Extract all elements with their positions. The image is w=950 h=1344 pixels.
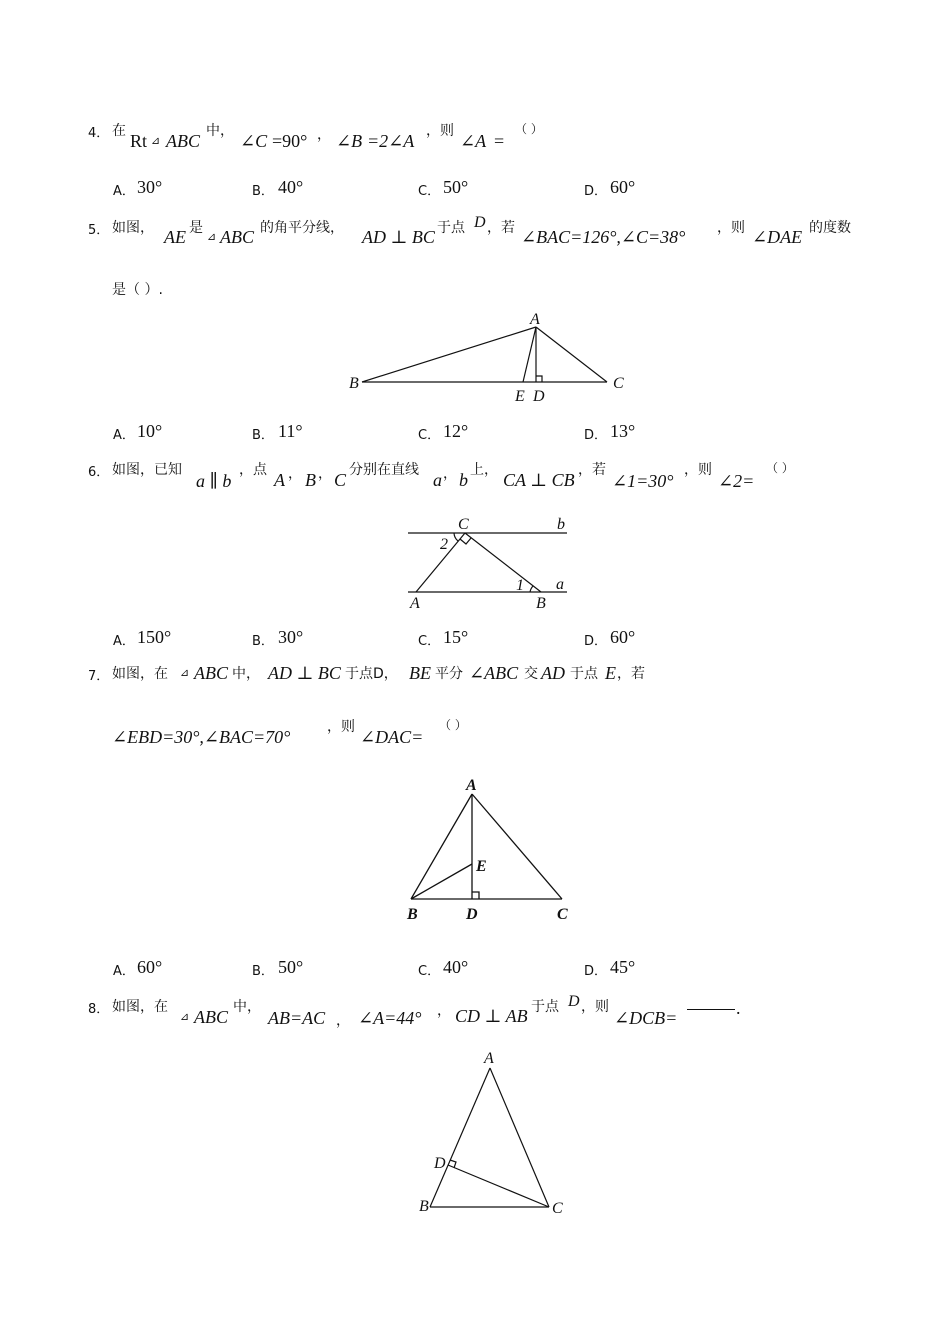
math-point-c: C (334, 470, 347, 490)
answer-paren: （ ） (439, 718, 467, 732)
option-label: A． (113, 184, 135, 199)
math-angle-c: ∠C (240, 131, 268, 151)
label-b-line: b (557, 516, 565, 533)
math-d: D (474, 214, 486, 231)
option-label: A． (113, 634, 135, 649)
option-value: 60° (610, 177, 636, 197)
label-c: C (552, 1200, 563, 1217)
question-text: 上， (470, 462, 498, 478)
segment-be (411, 864, 472, 899)
segment-ae (523, 327, 536, 382)
option-label: B． (252, 634, 274, 649)
triangle-symbol: ⊿ (180, 666, 190, 679)
question-text: 于点 (570, 666, 598, 682)
label-b: B (536, 595, 546, 612)
math-be: BE (409, 663, 431, 683)
option-value: 50° (443, 177, 469, 197)
segment-cb (465, 533, 541, 592)
question-text: 的角平分线， (260, 220, 344, 236)
math-equals: = (494, 131, 505, 151)
question-text: 如图，在 (112, 666, 168, 682)
question-text: 的度数 (809, 220, 851, 236)
question-number: 5． (88, 223, 110, 238)
question-number: 6． (88, 465, 110, 480)
math-angle-dae: ∠DAE (752, 227, 803, 247)
math-perp: AD ⊥ BC (268, 663, 341, 683)
math-angle-dcb: ∠DCB= (614, 1008, 678, 1028)
question-text: 中， (233, 999, 261, 1015)
option-label: D． (584, 634, 608, 649)
option-label: D． (584, 964, 608, 979)
question-text: 于点 (437, 220, 465, 236)
question-text: 如图，已知 (112, 462, 182, 478)
math-rt: Rt (130, 131, 148, 151)
figure-q5 (340, 305, 640, 410)
option-value: 12° (443, 421, 469, 441)
question-text: 如图， (112, 220, 154, 236)
angle-2-arc (454, 533, 458, 541)
option-label: A． (113, 964, 135, 979)
option-label: C． (418, 964, 441, 979)
option-value: 40° (443, 957, 469, 977)
math-line-b: b (459, 470, 468, 490)
segment-ba (362, 327, 536, 382)
label-e: E (515, 388, 525, 405)
question-text: ，则 (684, 462, 712, 478)
option-value: 45° (610, 957, 636, 977)
segment-ac (472, 794, 562, 899)
option-label: C． (418, 634, 441, 649)
answer-paren: （ ） (766, 461, 794, 475)
figure-q7 (395, 768, 585, 928)
question-text: . (736, 998, 741, 1018)
question-number: 7． (88, 669, 110, 684)
option-value: 150° (137, 627, 172, 647)
answer-blank[interactable] (687, 1000, 735, 1019)
question-text: 分别在直线 (349, 462, 419, 478)
math-angle-a: ∠A (460, 131, 487, 151)
right-angle-mark (536, 376, 542, 382)
question-text: ，则 (426, 123, 454, 139)
label-a: A (530, 311, 540, 328)
math-value: =90° (272, 131, 308, 151)
question-text: 中， (206, 123, 234, 139)
math-angle-abc: ∠ABC (469, 663, 519, 683)
question-text: 于点 (531, 999, 559, 1015)
right-angle-mark (460, 538, 471, 544)
question-text: ， (336, 1013, 350, 1029)
label-c: C (613, 375, 624, 392)
question-text: 平分 (435, 666, 463, 682)
label-c: C (557, 906, 568, 923)
triangle-symbol: ⊿ (207, 230, 217, 243)
option-value: 11° (278, 421, 303, 441)
question-text: 于点D， (345, 666, 398, 682)
label-a-line: a (556, 576, 564, 593)
math-abc: ABC (220, 227, 254, 247)
question-text: 是 (189, 220, 203, 236)
option-value: 10° (137, 421, 163, 441)
math-parallel: a ∥ b (196, 471, 232, 491)
segment-ab (411, 794, 472, 899)
triangle-symbol: ⊿ (151, 134, 161, 147)
label-a: A (410, 595, 420, 612)
math-angle-2: ∠2= (718, 471, 755, 491)
math-ad: AD (541, 663, 565, 683)
option-label: B． (252, 428, 274, 443)
option-label: D． (584, 184, 608, 199)
triangle-symbol: ⊿ (180, 1010, 190, 1023)
math-value: =2∠A (367, 131, 415, 151)
math-perp: CA ⊥ CB (503, 470, 575, 490)
option-value: 30° (137, 177, 163, 197)
question-text: ，若 (617, 666, 645, 682)
question-text: ，则 (327, 719, 355, 735)
question-text: ， (437, 1003, 451, 1019)
option-value: 30° (278, 627, 304, 647)
option-label: A． (113, 428, 135, 443)
question-text: ， (288, 466, 302, 482)
label-angle-2: 2 (440, 536, 448, 553)
math-line-a: a (433, 470, 442, 490)
math-perp: AD ⊥ BC (362, 227, 435, 247)
segment-ac (536, 327, 607, 382)
option-value: 13° (610, 421, 636, 441)
question-text: ， (443, 466, 457, 482)
label-d: D (466, 906, 478, 923)
answer-paren: （ ） (515, 122, 543, 136)
math-equality: AB=AC (268, 1008, 326, 1028)
figure-q8 (410, 1045, 580, 1225)
math-point-a: A (274, 470, 285, 490)
option-value: 60° (610, 627, 636, 647)
angle-1-arc (530, 586, 533, 592)
question-text: ，若 (578, 462, 606, 478)
label-b: B (419, 1198, 429, 1215)
question-text: ，若 (487, 220, 515, 236)
question-text: 交 (524, 666, 538, 682)
question-text: 中， (232, 666, 260, 682)
question-text: ，点 (239, 462, 267, 478)
math-angle-dac: ∠DAC= (360, 727, 424, 747)
math-abc: ABC (194, 663, 228, 683)
label-a: A (484, 1050, 494, 1067)
math-condition: ∠BAC=126°,∠C=38° (521, 227, 686, 247)
math-point-b: B (305, 470, 316, 490)
label-d: D (434, 1155, 446, 1172)
option-value: 40° (278, 177, 304, 197)
option-label: C． (418, 428, 441, 443)
label-a: A (466, 777, 477, 794)
question-text: 如图，在 (112, 999, 168, 1015)
math-abc: ABC (166, 131, 200, 151)
math-ae: AE (164, 227, 186, 247)
question-text: ，则 (717, 220, 745, 236)
question-number: 4． (88, 126, 110, 141)
option-label: C． (418, 184, 441, 199)
label-b: B (407, 906, 418, 923)
label-c: C (458, 516, 469, 533)
option-value: 15° (443, 627, 469, 647)
label-d: D (533, 388, 545, 405)
math-condition: ∠1=30° (612, 471, 674, 491)
question-text: 在 (112, 123, 126, 139)
question-text: ， (317, 127, 331, 143)
math-abc: ABC (194, 1007, 228, 1027)
math-e: E (605, 663, 616, 683)
label-e: E (476, 858, 487, 875)
math-angle-a: ∠A=44° (358, 1008, 422, 1028)
label-b: B (349, 375, 359, 392)
option-value: 50° (278, 957, 304, 977)
math-perp: CD ⊥ AB (455, 1006, 528, 1026)
label-angle-1: 1 (516, 577, 524, 594)
question-text: 是（ ）. (112, 282, 163, 298)
math-condition: ∠EBD=30°,∠BAC=70° (112, 727, 291, 747)
segment-ab (430, 1068, 490, 1207)
option-value: 60° (137, 957, 163, 977)
right-angle-mark (472, 892, 479, 899)
question-text: ，则 (581, 999, 609, 1015)
math-d: D (568, 993, 580, 1010)
option-label: D． (584, 428, 608, 443)
figure-q6 (400, 510, 580, 615)
question-text: ， (318, 466, 332, 482)
option-label: B． (252, 184, 274, 199)
option-label: B． (252, 964, 274, 979)
question-number: 8． (88, 1002, 110, 1017)
math-angle-b: ∠B (336, 131, 363, 151)
